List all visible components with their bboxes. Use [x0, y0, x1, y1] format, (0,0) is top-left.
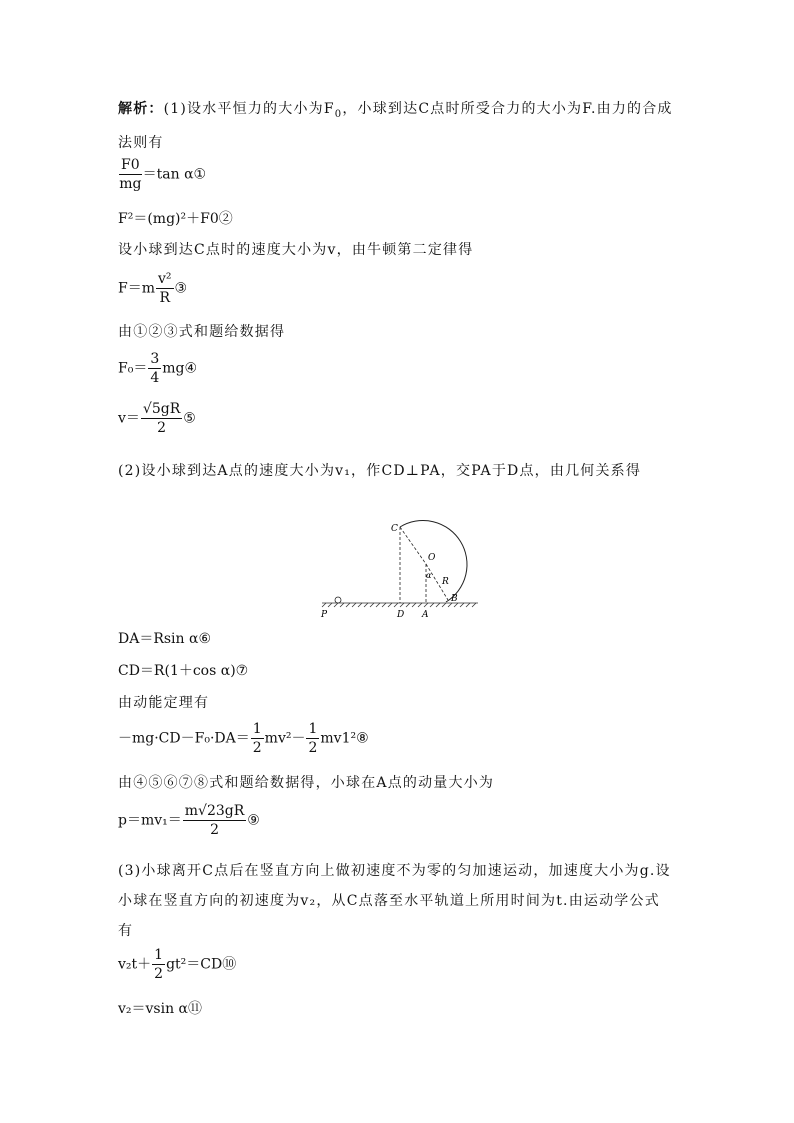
eq5-den: 2 — [157, 420, 167, 436]
eq9-den: 2 — [210, 822, 219, 838]
eq3-lhs: F＝m — [118, 280, 155, 297]
ball — [335, 597, 341, 603]
eq3-den: R — [159, 290, 171, 306]
part3-intro: (3)小球离开C点后在竖直方向上做初速度不为零的匀加速运动，加速度大小为g.设小球在竖直方向的初速度为v₂，从C点落至水平轨道上所用时间为t.由运动学公式有 — [118, 863, 671, 939]
eq8-num-b: 1 — [308, 721, 318, 737]
label-r: R — [442, 577, 449, 587]
analysis-label: 解析： — [118, 101, 164, 117]
eq8-den-a: 2 — [252, 740, 262, 756]
eq10 — [118, 948, 236, 981]
label-alpha: α — [426, 571, 432, 580]
eq8-lhs: －mg·CD－F₀·DA＝ — [118, 730, 250, 747]
part1-line3: 设小球到达C点时的速度大小为v，由牛顿第二定律得 — [118, 242, 474, 258]
eq3 — [118, 272, 187, 305]
eq4-num: 3 — [150, 351, 160, 367]
part1-text2: ，小球到达C点时所受合力的大小为F.由力的合成法则有 — [118, 101, 673, 151]
label-b: B — [451, 594, 458, 604]
eq10-lhs: v₂t＋ — [118, 956, 152, 973]
circle-track-figure — [318, 518, 488, 622]
eq8-mid: mv²－ — [264, 730, 306, 747]
eq4-rhs: mg④ — [162, 360, 198, 377]
eq4-den: 4 — [150, 370, 160, 386]
eq3-num: v² — [158, 271, 172, 287]
part2-intro: (2)设小球到达A点的速度大小为v₁，作CD⊥PA，交PA于D点，由几何关系得 — [118, 463, 642, 479]
part1-text1: (1)设水平恒力的大小为F — [163, 101, 335, 117]
eq10-den: 2 — [154, 966, 164, 982]
eq9-num: m√23gR — [184, 803, 245, 819]
eq8-den-b: 2 — [308, 740, 318, 756]
eq5-mark: ⑤ — [183, 410, 196, 427]
eq3-mark: ③ — [174, 280, 188, 297]
eq1 — [118, 158, 206, 191]
part1-line4: 由①②③式和题给数据得 — [118, 324, 286, 340]
energy-theorem-line: 由动能定理有 — [118, 695, 210, 711]
eq2: F²＝(mg)²＋F0② — [118, 211, 233, 227]
eq1-rhs: ＝tan α① — [142, 166, 207, 183]
eq11: v₂＝vsin α⑪ — [118, 1001, 203, 1017]
eq8-num-a: 1 — [252, 721, 262, 737]
eq6: DA＝Rsin α⑥ — [118, 631, 212, 647]
eq8 — [118, 722, 369, 755]
momentum-line: 由④⑤⑥⑦⑧式和题给数据得，小球在A点的动量大小为 — [118, 775, 495, 791]
eq1-den: mg — [119, 176, 142, 192]
eq4 — [118, 352, 197, 385]
eq5-lhs: v＝ — [118, 410, 140, 427]
eq5 — [118, 402, 196, 435]
eq5-num: √5gR — [142, 401, 181, 417]
label-c: C — [391, 524, 398, 534]
eq9 — [118, 804, 260, 837]
label-d: D — [397, 610, 405, 620]
label-a: A — [422, 610, 429, 620]
eq9-lhs: p＝mv₁＝ — [118, 812, 182, 829]
eq1-num: F0 — [121, 157, 140, 173]
eq10-rhs: gt²＝CD⑩ — [166, 956, 237, 973]
label-o: O — [428, 553, 436, 563]
part1-intro: 解析：(1)设水平恒力的大小为$F_0$，小球到达C点时所受合力的大小为F.由力的合成法则有 — [118, 101, 673, 151]
label-p: P — [321, 610, 328, 620]
eq8-rhs: mv1²⑧ — [320, 730, 369, 747]
eq7: CD＝R(1＋cos α)⑦ — [118, 663, 249, 679]
eq10-num: 1 — [154, 947, 164, 963]
eq9-mark: ⑨ — [247, 812, 260, 829]
dashed-co — [400, 527, 426, 564]
eq4-lhs: F₀＝ — [118, 360, 148, 377]
